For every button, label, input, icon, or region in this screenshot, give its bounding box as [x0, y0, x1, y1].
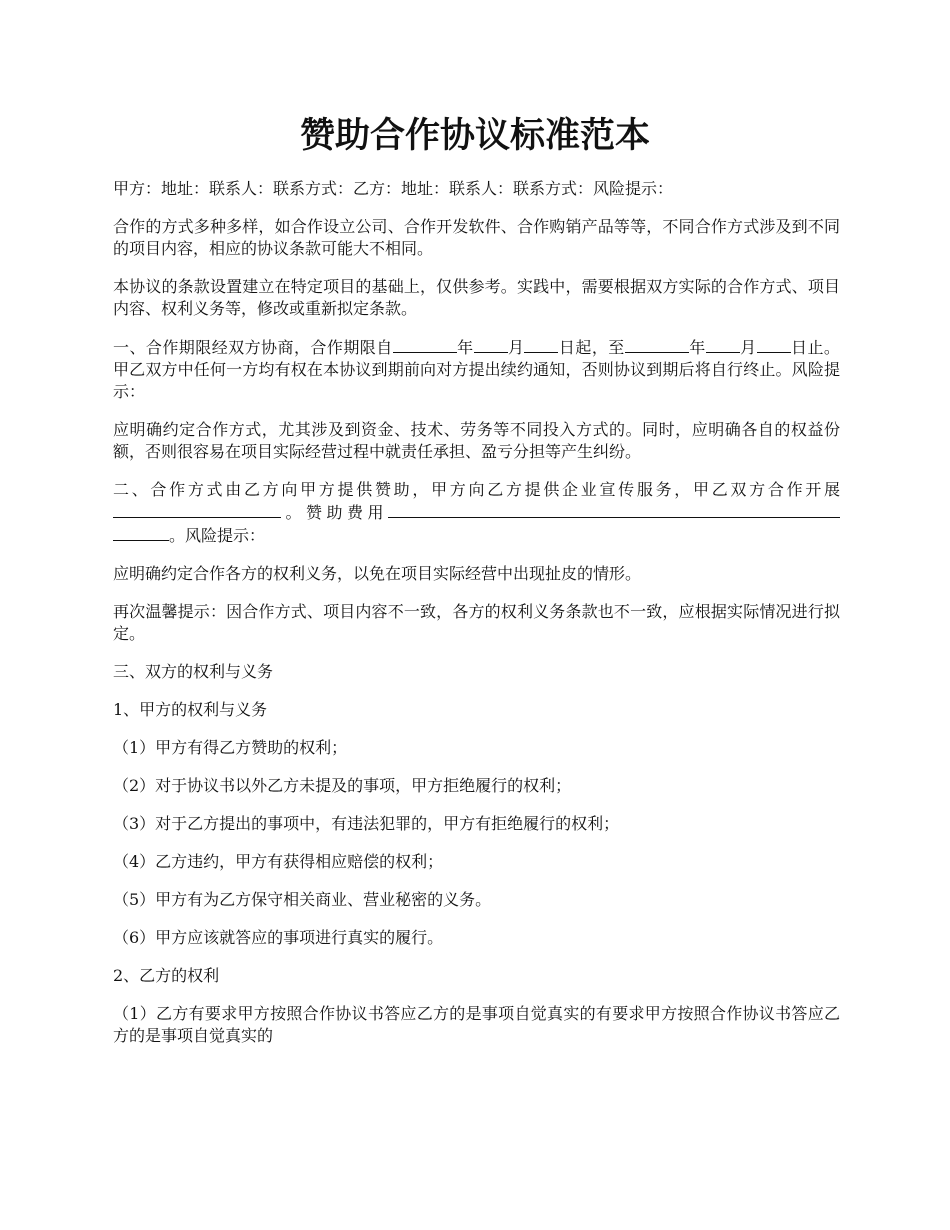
- mode-text-a: 二、合作方式由乙方向甲方提供赞助，甲方向乙方提供企业宣传服务，甲乙双方合作开展: [113, 480, 840, 499]
- blank-end-month: [706, 336, 740, 353]
- term-text-rest: 日止。甲乙双方中任何一方均有权在本协议到期前向对方提出续约通知，否则协议到期后将自行终止。风险提示：: [113, 338, 840, 401]
- reminder-paragraph: 再次温馨提示：因合作方式、项目内容不一致，各方的权利义务条款也不一致，应根据实际情况进行拟定。: [113, 602, 840, 643]
- party-b-item-1: （1）乙方有要求甲方按照合作协议书答应乙方的是事项自觉真实的有要求甲方按照合作协议书答应乙方的是事项自觉真实的: [113, 1004, 840, 1045]
- intro-paragraph-1: 合作的方式多种多样，如合作设立公司、合作开发软件、合作购销产品等等，不同合作方式涉及到不同的项目内容，相应的协议条款可能大不相同。: [113, 217, 840, 258]
- blank-sponsorship-fee: [388, 501, 840, 518]
- parties-paragraph: 甲方：地址：联系人：联系方式：乙方：地址：联系人：联系方式：风险提示：: [113, 179, 674, 198]
- risk-paragraph-1: 应明确约定合作方式，尤其涉及到资金、技术、劳务等不同投入方式的。同时，应明确各自的权益份额，否则很容易在项目实际经营过程中就责任承担、盈亏分担等产生纠纷。: [113, 420, 840, 461]
- blank-sponsorship-fee-cont: [113, 524, 169, 541]
- mode-text-c: 。风险提示：: [169, 526, 266, 545]
- term-year-label: 年: [456, 338, 474, 357]
- risk-paragraph-2: 应明确约定合作各方的权利义务，以免在项目实际经营中出现扯皮的情形。: [113, 564, 642, 583]
- document-title: 赞助合作协议标准范本: [299, 115, 650, 156]
- party-a-item-4: （4）乙方违约，甲方有获得相应赔偿的权利；: [113, 852, 444, 871]
- blank-start-year: [393, 336, 457, 353]
- party-b-heading: 2、乙方的权利: [113, 966, 220, 985]
- party-a-heading: 1、甲方的权利与义务: [113, 700, 268, 719]
- blank-end-day: [757, 336, 791, 353]
- blank-start-day: [524, 336, 558, 353]
- mode-text-b: 。赞助费用: [281, 503, 388, 522]
- blank-start-month: [474, 336, 508, 353]
- term-day-label: 日起，至: [558, 338, 625, 357]
- party-a-item-2: （2）对于协议书以外乙方未提及的事项，甲方拒绝履行的权利；: [113, 776, 572, 795]
- term-text-a: 一、合作期限经双方协商，合作期限自: [113, 338, 393, 357]
- term-end-year-label: 年: [688, 338, 706, 357]
- intro-paragraph-2: 本协议的条款设置建立在特定项目的基础上，仅供参考。实践中，需要根据双方实际的合作方式、项目内容、权利义务等，修改或重新拟定条款。: [113, 277, 840, 318]
- term-paragraph: [113, 336, 840, 403]
- party-a-item-3: （3）对于乙方提出的事项中，有违法犯罪的，甲方有拒绝履行的权利；: [113, 814, 620, 833]
- blank-end-year: [625, 336, 689, 353]
- party-a-item-1: （1）甲方有得乙方赞助的权利；: [113, 738, 348, 757]
- term-end-month-label: 月: [739, 338, 757, 357]
- party-a-item-5: （5）甲方有为乙方保守相关商业、营业秘密的义务。: [113, 890, 492, 909]
- section-3-heading: 三、双方的权利与义务: [113, 662, 274, 681]
- mode-paragraph: [113, 479, 840, 547]
- party-a-item-6: （6）甲方应该就答应的事项进行真实的履行。: [113, 928, 444, 947]
- blank-cooperation-content: [113, 501, 281, 518]
- term-month-label: 月: [507, 338, 525, 357]
- document-body: [113, 178, 840, 1063]
